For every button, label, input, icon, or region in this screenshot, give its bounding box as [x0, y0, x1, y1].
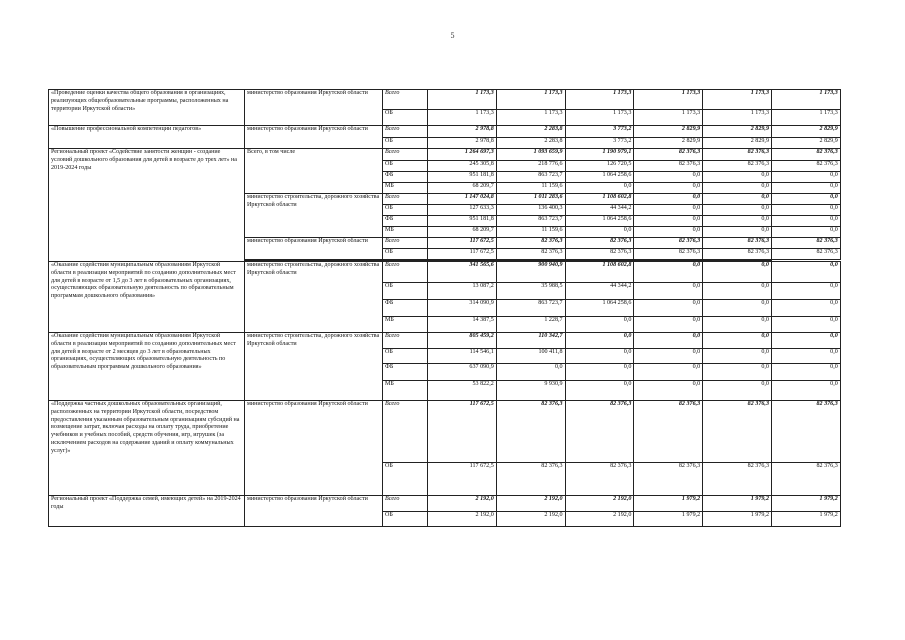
- table-row: [49, 126, 841, 138]
- amount-cell: 2 978,8: [428, 138, 497, 149]
- amount-cell: 2 829,9: [703, 126, 772, 138]
- amount-cell: 0,0: [771, 194, 840, 205]
- amount-cell: 2 829,9: [771, 138, 840, 149]
- amount-cell: 805 459,2: [428, 333, 497, 349]
- amount-cell: 3 773,2: [565, 138, 634, 149]
- funding-source-cell: ОБ: [383, 283, 428, 300]
- amount-cell: 1 173,3: [428, 110, 497, 126]
- executor-cell: министерство образования Иркутской области: [245, 90, 383, 126]
- amount-cell: 2 192,0: [428, 496, 497, 512]
- amount-cell: 245 305,8: [428, 161, 497, 172]
- amount-cell: 863 723,7: [496, 216, 565, 227]
- amount-cell: 110 342,7: [496, 333, 565, 349]
- amount-cell: 2 192,0: [428, 512, 497, 527]
- amount-cell: 637 090,9: [428, 364, 497, 381]
- amount-cell: 1 064 258,6: [565, 300, 634, 317]
- amount-cell: 0,0: [565, 349, 634, 364]
- amount-cell: 82 376,3: [634, 238, 703, 249]
- funding-source-cell: ОБ: [383, 110, 428, 126]
- amount-cell: 218 776,6: [496, 161, 565, 172]
- funding-source-cell: МБ: [383, 381, 428, 401]
- funding-source-cell: ОБ: [383, 161, 428, 172]
- amount-cell: 82 376,3: [565, 463, 634, 496]
- amount-cell: 2 283,8: [496, 126, 565, 138]
- amount-cell: 1 011 283,6: [496, 194, 565, 205]
- amount-cell: 82 376,3: [703, 401, 772, 463]
- amount-cell: 863 723,7: [496, 300, 565, 317]
- funding-source-cell: ОБ: [383, 138, 428, 149]
- funding-source-cell: ФБ: [383, 364, 428, 381]
- funding-source-cell: Всего: [383, 496, 428, 512]
- amount-cell: 0,0: [703, 283, 772, 300]
- amount-cell: 0,0: [565, 317, 634, 333]
- amount-cell: 9 930,9: [496, 381, 565, 401]
- amount-cell: 44 344,2: [565, 205, 634, 216]
- amount-cell: 0,0: [565, 381, 634, 401]
- amount-cell: 2 283,8: [496, 138, 565, 149]
- amount-cell: 0,0: [771, 300, 840, 317]
- amount-cell: 1 173,3: [565, 90, 634, 110]
- amount-cell: 900 940,9: [496, 262, 565, 283]
- amount-cell: 0,0: [703, 205, 772, 216]
- amount-cell: 0,0: [703, 183, 772, 194]
- amount-cell: 1 228,7: [496, 317, 565, 333]
- amount-cell: 82 376,3: [634, 161, 703, 172]
- amount-cell: 2 829,9: [703, 138, 772, 149]
- executor-cell: министерство строительства, дорожного хозяйства Иркутской области: [245, 194, 383, 238]
- amount-cell: 82 376,3: [703, 249, 772, 260]
- amount-cell: 82 376,3: [565, 401, 634, 463]
- executor-cell: министерство образования Иркутской области: [245, 496, 383, 527]
- amount-cell: 0,0: [565, 183, 634, 194]
- amount-cell: 0,0: [634, 205, 703, 216]
- amount-cell: 0,0: [703, 194, 772, 205]
- amount-cell: 0,0: [634, 349, 703, 364]
- amount-cell: 0,0: [634, 216, 703, 227]
- table-row: [49, 401, 841, 463]
- amount-cell: 117 672,5: [428, 238, 497, 249]
- amount-cell: 1 979,2: [703, 496, 772, 512]
- amount-cell: 951 181,8: [428, 216, 497, 227]
- funding-source-cell: ФБ: [383, 172, 428, 183]
- amount-cell: 1 173,3: [634, 110, 703, 126]
- amount-cell: 136 400,3: [496, 205, 565, 216]
- funding-source-cell: Всего: [383, 194, 428, 205]
- amount-cell: 82 376,3: [771, 238, 840, 249]
- measure-name-cell: «Поддержка частных дошкольных образовательных организаций, расположенных на территории Иркутской области, посредством предоставления указанным образовательным организациям субсидий на возмещение затрат, включая расходы на оплату труда, приобретение учебников и учебных пособий, средств обучения, игр, игрушек (за исключением расходов на содержание зданий и оплату коммунальных услуг)»: [49, 401, 245, 496]
- amount-cell: 0,0: [565, 364, 634, 381]
- table-row: [49, 90, 841, 110]
- amount-cell: 82 376,3: [634, 401, 703, 463]
- amount-cell: 117 672,5: [428, 463, 497, 496]
- amount-cell: 82 376,3: [703, 238, 772, 249]
- amount-cell: 44 344,2: [565, 283, 634, 300]
- amount-cell: 2 192,0: [565, 512, 634, 527]
- amount-cell: 0,0: [703, 300, 772, 317]
- amount-cell: 0,0: [703, 172, 772, 183]
- amount-cell: 68 209,7: [428, 183, 497, 194]
- amount-cell: 11 159,6: [496, 183, 565, 194]
- amount-cell: 0,0: [565, 227, 634, 238]
- amount-cell: 1 979,2: [703, 512, 772, 527]
- amount-cell: 1 173,3: [496, 90, 565, 110]
- amount-cell: 82 376,3: [565, 238, 634, 249]
- amount-cell: 0,0: [634, 333, 703, 349]
- amount-cell: 0,0: [703, 216, 772, 227]
- amount-cell: 82 376,3: [703, 149, 772, 161]
- amount-cell: 1 979,2: [771, 512, 840, 527]
- amount-cell: 1 064 258,6: [565, 216, 634, 227]
- amount-cell: 1 979,2: [634, 496, 703, 512]
- amount-cell: 0,0: [771, 183, 840, 194]
- amount-cell: 1 173,3: [428, 90, 497, 110]
- amount-cell: 0,0: [771, 205, 840, 216]
- amount-cell: 1 173,3: [496, 110, 565, 126]
- measure-name-cell: «Проведение оценки качества общего образования в организациях, реализующих общеобразовательные программы, расположенных на территории Иркутской области»: [49, 90, 245, 126]
- amount-cell: 0,0: [771, 381, 840, 401]
- amount-cell: 53 822,2: [428, 381, 497, 401]
- amount-cell: 82 376,3: [634, 463, 703, 496]
- amount-cell: 0,0: [771, 317, 840, 333]
- amount-cell: 1 173,3: [703, 110, 772, 126]
- measure-name-cell: Региональный проект «Поддержка семей, имеющих детей» на 2019-2024 годы: [49, 496, 245, 527]
- funding-source-cell: Всего: [383, 90, 428, 110]
- table-row: [49, 262, 841, 283]
- measure-name-cell: «Оказание содействия муниципальным образованиям Иркутской области в реализации мероприятий по созданию дополнительных мест для детей в возрасте от 2 месяцев до 3 лет в образовательных организациях, осуществляющих образовательную деятельность по образовательным программам дошкольного образования»: [49, 333, 245, 401]
- amount-cell: 0,0: [565, 333, 634, 349]
- amount-cell: 1 264 697,3: [428, 149, 497, 161]
- amount-cell: 341 565,6: [428, 262, 497, 283]
- amount-cell: 1 173,3: [771, 110, 840, 126]
- amount-cell: 0,0: [771, 262, 840, 283]
- amount-cell: 1 173,3: [771, 90, 840, 110]
- funding-source-cell: ФБ: [383, 216, 428, 227]
- amount-cell: 0,0: [634, 283, 703, 300]
- amount-cell: 1 173,3: [703, 90, 772, 110]
- amount-cell: 0,0: [771, 216, 840, 227]
- amount-cell: 0,0: [771, 364, 840, 381]
- amount-cell: 0,0: [703, 262, 772, 283]
- executor-cell: министерство образования Иркутской области: [245, 126, 383, 149]
- amount-cell: 0,0: [703, 333, 772, 349]
- amount-cell: 1 093 659,9: [496, 149, 565, 161]
- executor-cell: министерство образования Иркутской области: [245, 401, 383, 496]
- amount-cell: 2 192,0: [565, 496, 634, 512]
- funding-source-cell: Всего: [383, 262, 428, 283]
- amount-cell: 0,0: [634, 183, 703, 194]
- page-number: 5: [450, 31, 455, 40]
- amount-cell: 127 633,3: [428, 205, 497, 216]
- amount-cell: 0,0: [634, 364, 703, 381]
- funding-source-cell: МБ: [383, 183, 428, 194]
- amount-cell: 2 829,9: [771, 126, 840, 138]
- amount-cell: 82 376,3: [565, 249, 634, 260]
- amount-cell: 2 829,9: [634, 126, 703, 138]
- amount-cell: 68 209,7: [428, 227, 497, 238]
- amount-cell: 82 376,3: [634, 149, 703, 161]
- amount-cell: 2 192,0: [496, 496, 565, 512]
- amount-cell: 82 376,3: [634, 249, 703, 260]
- amount-cell: 0,0: [634, 262, 703, 283]
- amount-cell: 0,0: [703, 317, 772, 333]
- funding-source-cell: ОБ: [383, 205, 428, 216]
- amount-cell: 126 720,5: [565, 161, 634, 172]
- measure-name-cell: «Повышение профессиональной компетенции педагогов»: [49, 126, 245, 149]
- amount-cell: 82 376,3: [771, 161, 840, 172]
- amount-cell: 114 546,1: [428, 349, 497, 364]
- table-row: [49, 496, 841, 512]
- measure-name-cell: «Оказание содействия муниципальным образованиям Иркутской области в реализации мероприятий по созданию дополнительных мест для детей в возрасте от 1,5 до 3 лет в образовательных организациях, осуществляющих образовательную деятельность по образовательным программам дошкольного образования»: [49, 262, 245, 333]
- funding-source-cell: ОБ: [383, 249, 428, 260]
- amount-cell: 117 672,5: [428, 401, 497, 463]
- amount-cell: 1 173,3: [565, 110, 634, 126]
- amount-cell: 82 376,3: [496, 238, 565, 249]
- funding-source-cell: МБ: [383, 227, 428, 238]
- executor-cell: министерство строительства, дорожного хозяйства Иркутской области: [245, 262, 383, 333]
- amount-cell: 0,0: [496, 364, 565, 381]
- amount-cell: 35 988,5: [496, 283, 565, 300]
- funding-source-cell: ОБ: [383, 349, 428, 364]
- funding-source-cell: ОБ: [383, 463, 428, 496]
- amount-cell: 1 108 602,8: [565, 262, 634, 283]
- amount-cell: 82 376,3: [771, 463, 840, 496]
- amount-cell: 0,0: [771, 333, 840, 349]
- amount-cell: 0,0: [634, 317, 703, 333]
- executor-cell: министерство образования Иркутской области: [245, 238, 383, 260]
- amount-cell: 82 376,3: [771, 401, 840, 463]
- funding-source-cell: Всего: [383, 401, 428, 463]
- amount-cell: 0,0: [771, 283, 840, 300]
- amount-cell: 13 087,2: [428, 283, 497, 300]
- amount-cell: 2 829,9: [634, 138, 703, 149]
- amount-cell: 951 181,8: [428, 172, 497, 183]
- amount-cell: 1 190 979,1: [565, 149, 634, 161]
- amount-cell: 1 173,3: [634, 90, 703, 110]
- amount-cell: 100 411,8: [496, 349, 565, 364]
- amount-cell: 0,0: [703, 349, 772, 364]
- amount-cell: 0,0: [771, 172, 840, 183]
- funding-source-cell: Всего: [383, 149, 428, 161]
- amount-cell: 14 387,5: [428, 317, 497, 333]
- amount-cell: 82 376,3: [771, 149, 840, 161]
- budget-table: [48, 89, 841, 527]
- amount-cell: 0,0: [634, 227, 703, 238]
- funding-source-cell: Всего: [383, 333, 428, 349]
- amount-cell: 1 147 024,8: [428, 194, 497, 205]
- executor-cell: Всего, в том числе: [245, 149, 383, 194]
- amount-cell: 82 376,3: [496, 249, 565, 260]
- amount-cell: 82 376,3: [703, 463, 772, 496]
- amount-cell: 11 159,6: [496, 227, 565, 238]
- amount-cell: 0,0: [703, 381, 772, 401]
- amount-cell: 0,0: [771, 227, 840, 238]
- table-row: [49, 149, 841, 161]
- amount-cell: 2 192,0: [496, 512, 565, 527]
- amount-cell: 3 773,2: [565, 126, 634, 138]
- amount-cell: 0,0: [634, 172, 703, 183]
- amount-cell: 1 979,2: [634, 512, 703, 527]
- amount-cell: 0,0: [634, 381, 703, 401]
- amount-cell: 0,0: [634, 194, 703, 205]
- amount-cell: 117 672,5: [428, 249, 497, 260]
- amount-cell: 82 376,3: [703, 161, 772, 172]
- amount-cell: 0,0: [634, 300, 703, 317]
- amount-cell: 82 376,3: [771, 249, 840, 260]
- measure-name-cell: Региональный проект «Содействие занятости женщин - создание условий дошкольного образования для детей в возрасте до трех лет» на 2019-2024 годы: [49, 149, 245, 262]
- funding-source-cell: МБ: [383, 317, 428, 333]
- amount-cell: 1 979,2: [771, 496, 840, 512]
- table-row: [49, 333, 841, 349]
- amount-cell: 1 108 602,8: [565, 194, 634, 205]
- amount-cell: 1 064 258,6: [565, 172, 634, 183]
- amount-cell: 0,0: [703, 227, 772, 238]
- amount-cell: 314 090,9: [428, 300, 497, 317]
- amount-cell: 0,0: [771, 349, 840, 364]
- amount-cell: 82 376,3: [496, 463, 565, 496]
- executor-cell: министерство строительства, дорожного хозяйства Иркутской области: [245, 333, 383, 401]
- budget-table-body: [49, 90, 841, 527]
- amount-cell: 0,0: [703, 364, 772, 381]
- funding-source-cell: ОБ: [383, 512, 428, 527]
- amount-cell: 863 723,7: [496, 172, 565, 183]
- amount-cell: 2 978,8: [428, 126, 497, 138]
- amount-cell: 82 376,3: [496, 401, 565, 463]
- funding-source-cell: ФБ: [383, 300, 428, 317]
- funding-source-cell: Всего: [383, 126, 428, 138]
- funding-source-cell: Всего: [383, 238, 428, 249]
